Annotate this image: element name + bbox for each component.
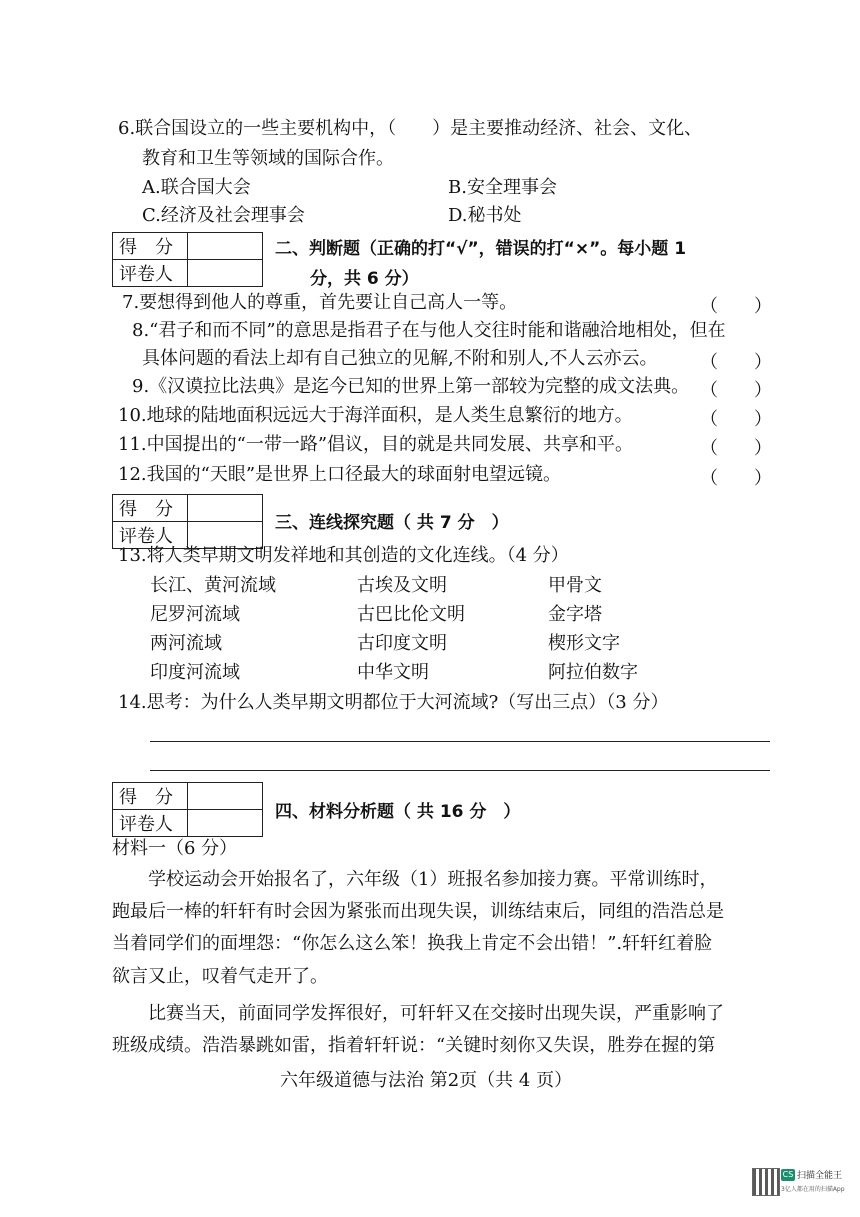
q13-civilization-1: 古埃及文明 [357, 575, 447, 596]
q6-option-d: D.秘书处 [448, 205, 522, 226]
q11-answer-paren: （ ） [700, 438, 772, 459]
material1-heading: 材料一（6 分） [112, 838, 238, 859]
material1-p1-line2: 跑最后一棒的轩轩有时会因为紧张而出现失误，训练结束后，同组的浩浩总是 [112, 901, 724, 922]
q13-region-1: 长江、黄河流域 [150, 575, 276, 596]
watermark-name: 扫描全能王 [797, 1171, 843, 1181]
material1-p1-line1: 学校运动会开始报名了，六年级（1）班报名参加接力赛。平常训练时， [148, 869, 718, 890]
material1-p2-line1: 比赛当天，前面同学发挥很好，可轩轩又在交接时出现失误，严重影响了 [148, 1003, 724, 1024]
q9-answer-paren: （ ） [700, 380, 772, 401]
q13-region-3: 两河流域 [150, 633, 222, 654]
q13-region-4: 印度河流域 [150, 662, 240, 683]
q8-text-line1: 8.“君子和而不同”的意思是指君子在与他人交往时能和谐融洽地相处，但在 [132, 320, 726, 341]
q6-line2: 教育和卫生等领域的国际合作。 [142, 148, 394, 169]
q12-text: 12.我国的“天眼”是世界上口径最大的球面射电望远镜。 [118, 464, 562, 485]
q8-text-line2: 具体问题的看法上却有自己独立的见解,不附和别人,不人云亦云。 [142, 348, 658, 369]
section2-title-line2: 分，共 6 分） [310, 269, 419, 289]
page-footer: 六年级道德与法治 第2页（共 4 页） [280, 1070, 573, 1091]
q7-text: 7.要想得到他人的尊重，首先要让自己高人一等。 [122, 292, 518, 313]
q10-text: 10.地球的陆地面积远远大于海洋面积，是人类生息繁衍的地方。 [118, 405, 633, 426]
q14-answer-line-2[interactable] [150, 770, 770, 771]
material1-p2-line2: 班级成绩。浩浩暴跳如雷，指着轩轩说：“关键时刻你又失误，胜券在握的第 [112, 1035, 716, 1056]
q10-answer-paren: （ ） [700, 409, 772, 430]
q11-text: 11.中国提出的“一带一路”倡议，目的就是共同发展、共享和平。 [118, 434, 634, 455]
q12-answer-paren: （ ） [700, 468, 772, 489]
score-label: 得 分 [113, 495, 188, 522]
score-field [188, 233, 263, 260]
watermark-subtitle: 3亿人都在用的扫描App [781, 1186, 845, 1193]
score-label: 得 分 [113, 783, 188, 810]
grader-label: 评卷人 [113, 522, 188, 549]
q13-culture-3: 楔形文字 [548, 633, 620, 654]
grader-field [188, 810, 263, 837]
section2-title-line1: 二、判断题（正确的打“√”，错误的打“×”。每小题 1 [275, 239, 687, 259]
q9-text: 9.《汉谟拉比法典》是迄今已知的世界上第一部较为完整的成文法典。 [132, 376, 690, 397]
q8-answer-paren: （ ） [700, 352, 772, 373]
q13-civilization-3: 古印度文明 [357, 633, 447, 654]
q13-culture-4: 阿拉伯数字 [548, 662, 638, 683]
q6-option-b: B.安全理事会 [448, 177, 557, 198]
q6-option-c: C.经济及社会理事会 [142, 205, 305, 226]
grader-label: 评卷人 [113, 810, 188, 837]
grader-label: 评卷人 [113, 260, 188, 287]
q13-culture-2: 金字塔 [548, 604, 602, 625]
camscanner-logo-icon: CS [782, 1170, 794, 1179]
section4-title: 四、材料分析题（ 共 16 分 ） [275, 802, 521, 822]
q7-answer-paren: （ ） [700, 296, 772, 317]
qr-code-icon [752, 1168, 780, 1196]
score-field [188, 783, 263, 810]
material1-p1-line3: 当着同学们的面埋怨：“你怎么这么笨！换我上肯定不会出错！”.轩轩红着脸 [112, 933, 713, 954]
q6-line1: 6.联合国设立的一些主要机构中，（ ）是主要推动经济、社会、文化、 [118, 118, 703, 139]
material1-p1-line4: 欲言又止，叹着气走开了。 [112, 966, 328, 987]
score-box-section4 [112, 782, 263, 837]
score-box-section2 [112, 232, 263, 287]
q14-prompt: 14.思考：为什么人类早期文明都位于大河流域?（写出三点）（3 分） [118, 692, 669, 713]
q13-civilization-2: 古巴比伦文明 [357, 604, 465, 625]
grader-field [188, 260, 263, 287]
q13-prompt: 13.将人类早期文明发祥地和其创造的文化连线。（4 分） [118, 545, 569, 566]
section3-title: 三、连线探究题（ 共 7 分 ） [275, 513, 509, 533]
q6-option-a: A.联合国大会 [142, 177, 251, 198]
score-box-section3 [112, 494, 263, 549]
score-field [188, 495, 263, 522]
q13-culture-1: 甲骨文 [548, 575, 602, 596]
q14-answer-line-1[interactable] [150, 741, 770, 742]
q13-region-2: 尼罗河流域 [150, 604, 240, 625]
q13-civilization-4: 中华文明 [357, 662, 429, 683]
score-label: 得 分 [113, 233, 188, 260]
